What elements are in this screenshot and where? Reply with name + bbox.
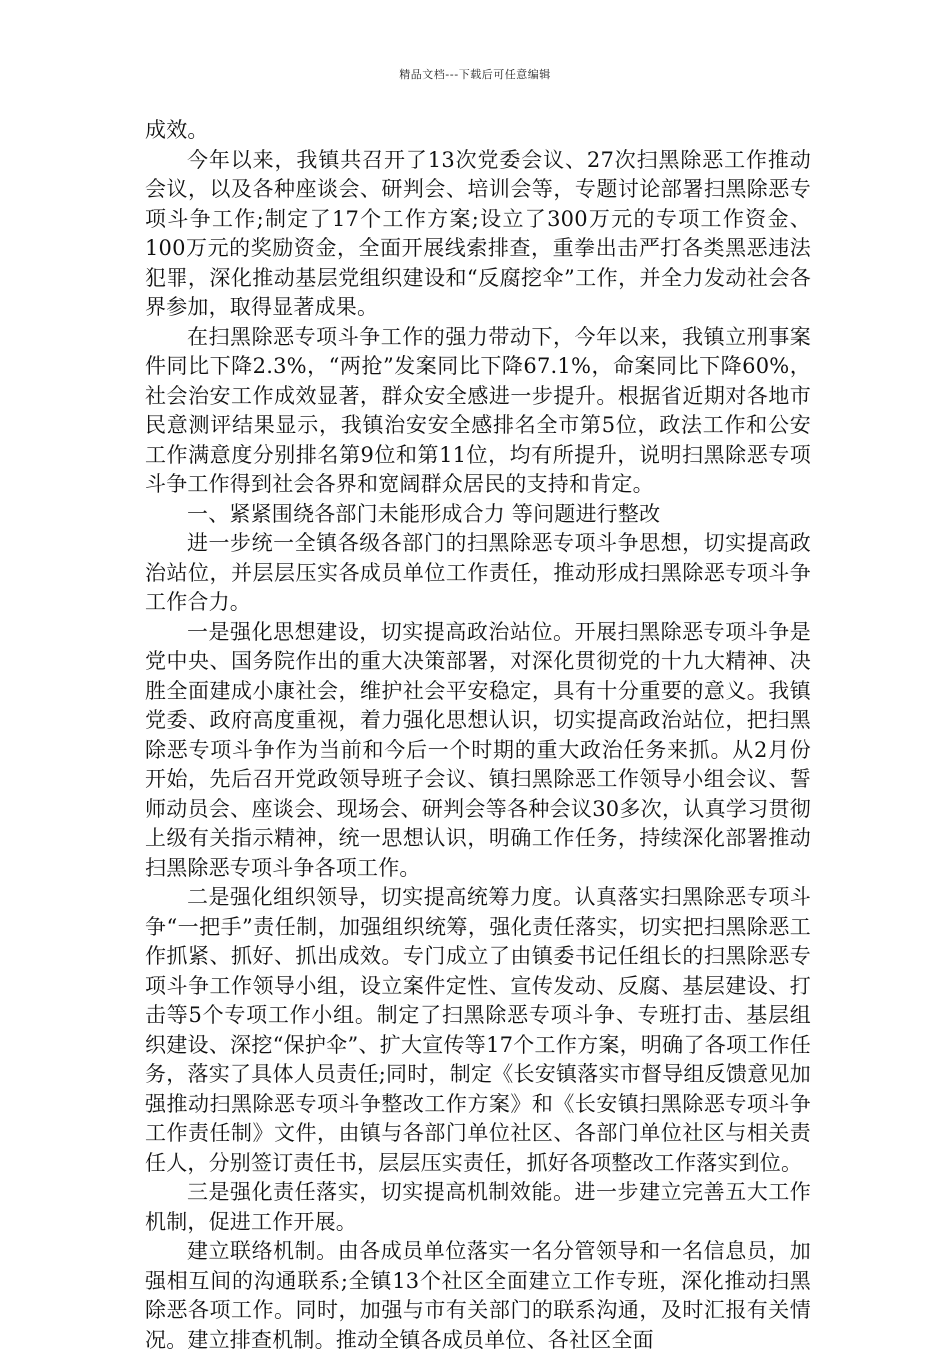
paragraph-7: 二是强化组织领导，切实提高统筹力度。认真落实扫黑除恶专项斗争“一把手”责任制，加强组织统筹，强化责任落实，切实把扫黑除恶工作抓紧、抓好、抓出成效。专门成立了由镇委书记任组长的扫黑除恶专项斗争工作领导小组，设立案件定性、宣传发动、反腐、基层建设、打击等5个专项工作小组。制定了扫黑除恶专项斗争、专班打击、基层组织建设、深挖“保护伞”、扩大宣传等17个工作方案，明确了各项工作任务，落实了具体人员责任;同时，制定《长安镇落实市督导组反馈意见加强推动扫黑除恶专项斗争整改工作方案》和《长安镇扫黑除恶专项斗争工作责任制》文件，由镇与各部门单位社区、各部门单位社区与相关责任人，分别签订责任书，层层压实责任，抓好各项整改工作落实到位。 (145, 885, 811, 1175)
paragraph-6: 一是强化思想建设，切实提高政治站位。开展扫黑除恶专项斗争是党中央、国务院作出的重大决策部署，对深化贯彻党的十九大精神、决胜全面建成小康社会，维护社会平安稳定，具有十分重要的意义。我镇党委、政府高度重视，着力强化思想认识，切实提高政治站位，把扫黑除恶专项斗争作为当前和今后一个时期的重大政治任务来抓。从2月份开始，先后召开党政领导班子会议、镇扫黑除恶工作领导小组会议、誓师动员会、座谈会、现场会、研判会等各种会议30多次，认真学习贯彻上级有关指示精神，统一思想认识，明确工作任务，持续深化部署推动扫黑除恶专项斗争各项工作。 (145, 619, 811, 880)
paragraph-3: 在扫黑除恶专项斗争工作的强力带动下，今年以来，我镇立刑事案件同比下降2.3%，“两抢”发案同比下降67.1%，命案同比下降60%，社会治安工作成效显著，群众安全感进一步提升。根据省近期对各地市民意测评结果显示，我镇治安安全感排名全市第5位，政法工作和公安工作满意度分别排名第9位和第11位，均有所提升，说明扫黑除恶专项斗争工作得到社会各界和宽阔群众居民的支持和肯定。 (145, 324, 811, 496)
section-heading-1: 一、紧紧围绕各部门未能形成合力 等问题进行整改 (187, 501, 661, 526)
page-header: 精品文档---下载后可任意编辑 (399, 68, 551, 81)
paragraph-8: 三是强化责任落实，切实提高机制效能。进一步建立完善五大工作机制，促进工作开展。 (145, 1180, 811, 1234)
paragraph-2: 今年以来，我镇共召开了13次党委会议、27次扫黑除恶工作推动会议，以及各种座谈会、研判会、培训会等，专题讨论部署扫黑除恶专项斗争工作;制定了17个工作方案;设立了300万元的专项工作资金、100万元的奖励资金，全面开展线索排查，重拳出击严打各类黑恶违法犯罪，深化推动基层党组织建设和“反腐挖伞”工作，并全力发动社会各界参加，取得显著成果。 (145, 147, 811, 319)
paragraph-5: 进一步统一全镇各级各部门的扫黑除恶专项斗争思想，切实提高政治站位，并层层压实各成员单位工作责任，推动形成扫黑除恶专项斗争工作合力。 (145, 531, 811, 614)
document-body (145, 116, 811, 1355)
paragraph-9: 建立联络机制。由各成员单位落实一名分管领导和一名信息员，加强相互间的沟通联系;全镇13个社区全面建立工作专班，深化推动扫黑除恶各项工作。同时，加强与市有关部门的联系沟通，及时汇报有关情况。建立排查机制。推动全镇各成员单位、各社区全面 (145, 1239, 811, 1352)
paragraph-1: 成效。 (145, 118, 209, 142)
